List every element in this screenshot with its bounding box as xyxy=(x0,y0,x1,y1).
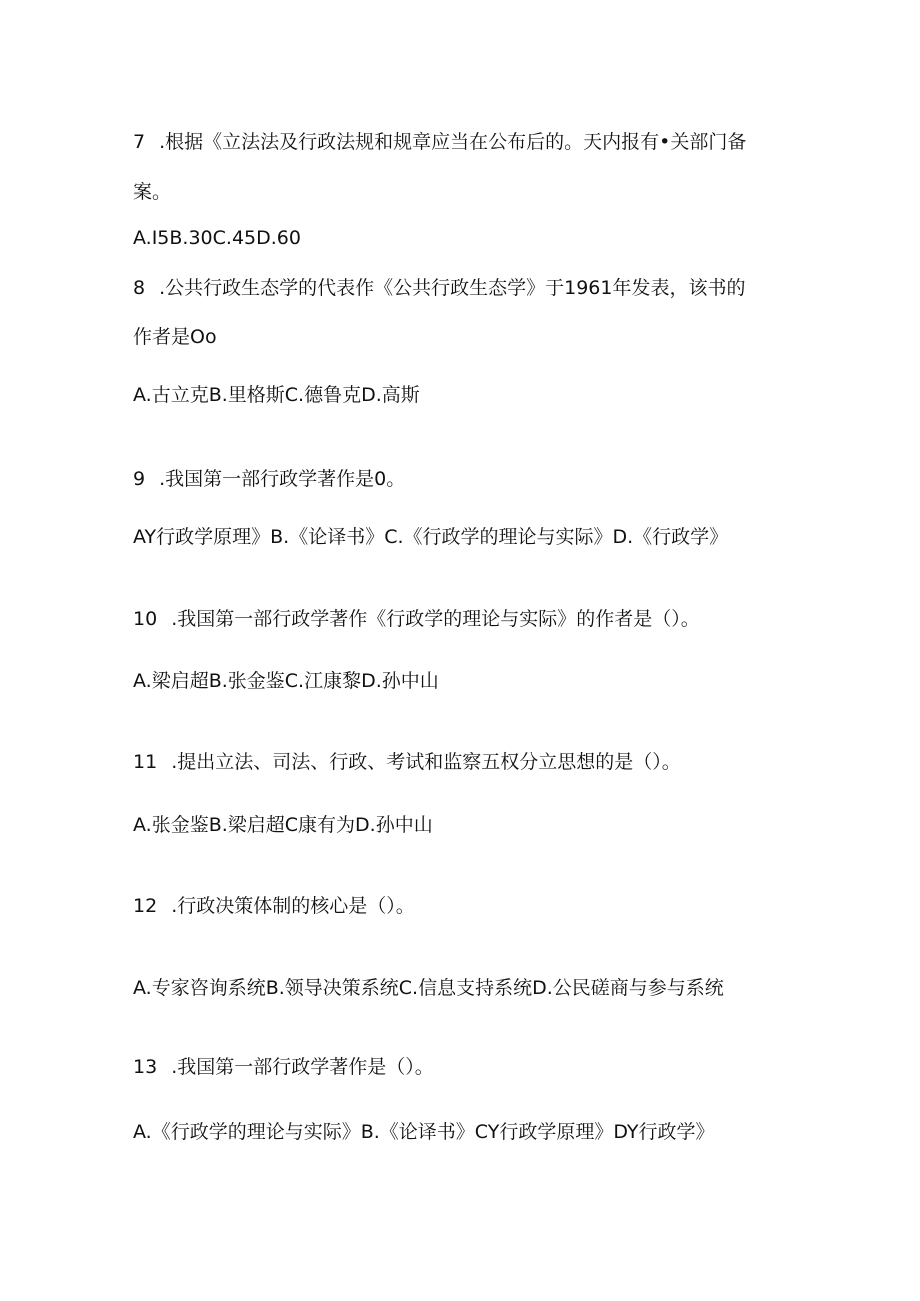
question-13-options: A.《行政学的理论与实际》B.《论译书》CY行政学原理》DY行政学》 xyxy=(133,1121,715,1143)
question-9-stem-text: .我国第一部行政学著作是0。 xyxy=(159,468,406,490)
question-10-stem-text: .我国第一部行政学著作《行政学的理论与实际》的作者是（）。 xyxy=(171,608,700,630)
question-8-stem-line1 xyxy=(133,276,746,300)
question-13-stem-text: .我国第一部行政学著作是（）。 xyxy=(171,1056,434,1078)
question-8-stem-text: .公共行政生态学的代表作《公共行政生态学》于1961年发表，该书的 xyxy=(159,277,746,299)
question-8-stem-line2: 作者是Oo xyxy=(133,326,217,348)
question-12-stem-line1 xyxy=(133,894,415,918)
question-10-stem-line1 xyxy=(133,607,700,631)
question-8-options: A.古立克B.里格斯C.德鲁克D.高斯 xyxy=(133,384,420,406)
question-13-number: 13 xyxy=(133,1056,158,1078)
question-10-number: 10 xyxy=(133,608,158,630)
question-7-number: 7 xyxy=(133,131,146,153)
question-7-stem-text: .根据《立法法及行政法规和规章应当在公布后的。天内报有•关部门备 xyxy=(159,131,747,153)
question-13-stem-line1 xyxy=(133,1055,434,1079)
question-12-number: 12 xyxy=(133,895,158,917)
question-7-options: A.I5B.30C.45D.60 xyxy=(133,227,301,249)
question-12-stem-text: .行政决策体制的核心是（）。 xyxy=(171,895,415,917)
question-11-number: 11 xyxy=(133,751,158,773)
question-9-stem-line1 xyxy=(133,467,405,491)
question-8-number: 8 xyxy=(133,277,146,299)
question-7-stem-line1 xyxy=(133,130,746,154)
question-12-options: A.专家咨询系统B.领导决策系统C.信息支持系统D.公民磋商与参与系统 xyxy=(133,977,724,999)
question-9-number: 9 xyxy=(133,468,146,490)
question-10-options: A.梁启超B.张金鉴C.江康黎D.孙中山 xyxy=(133,670,439,692)
question-11-stem-line1 xyxy=(133,750,681,774)
question-11-options: A.张金鉴B.梁启超C康有为D.孙中山 xyxy=(133,814,433,836)
question-9-options: AY行政学原理》B.《论译书》C.《行政学的理论与实际》D.《行政学》 xyxy=(133,526,729,548)
question-7-stem-line2: 案。 xyxy=(133,181,172,203)
question-11-stem-text: .提出立法、司法、行政、考试和监察五权分立思想的是（）。 xyxy=(171,751,681,773)
